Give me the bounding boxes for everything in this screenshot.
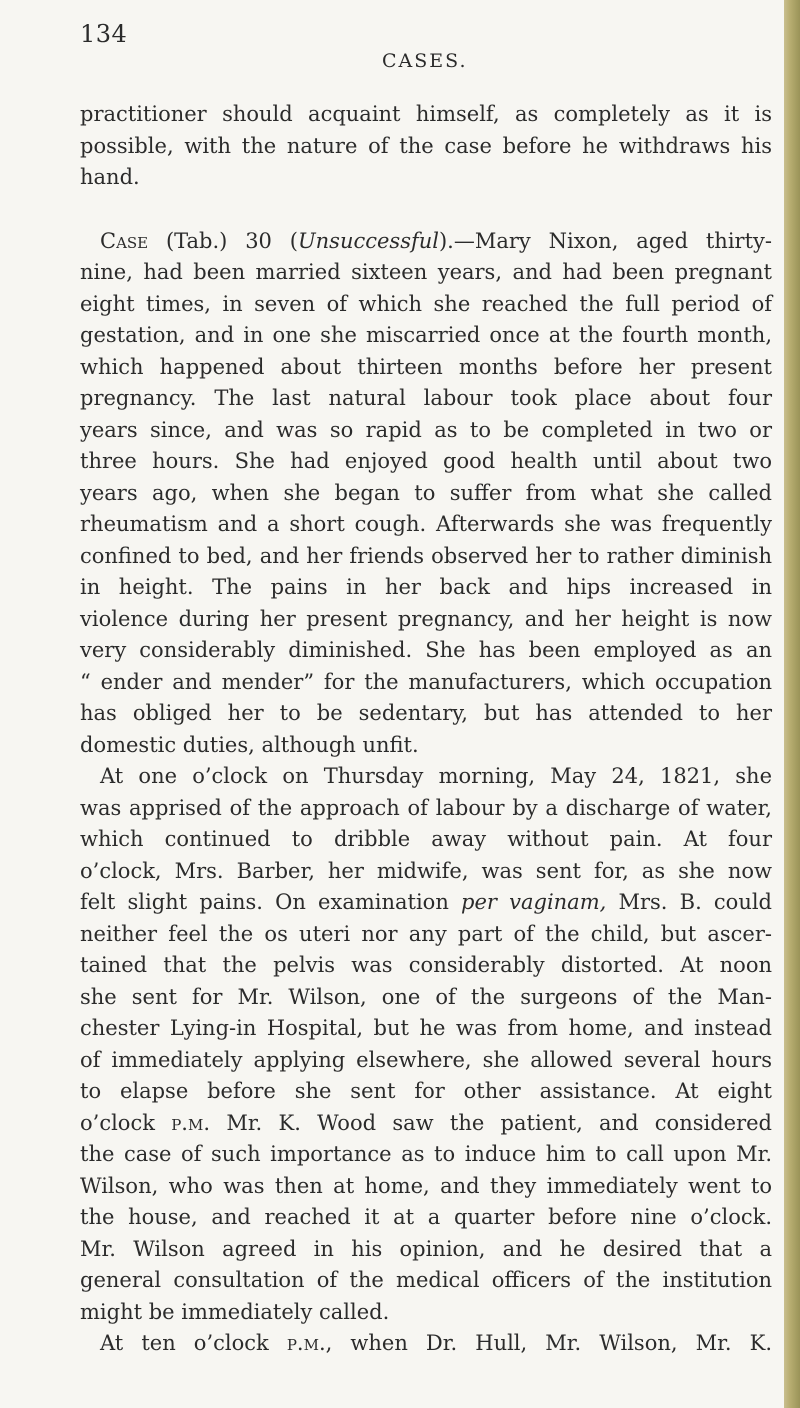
text-line: Mr. Wilson agreed in his opinion, and he desired that a	[80, 1236, 772, 1261]
text-line: which continued to dribble away without pain. At four	[80, 827, 772, 851]
text-span: felt slight pains. On examination	[80, 890, 462, 914]
text-line: possible, with the nature of the case before he withdraws his	[80, 133, 772, 158]
text-line: very considerably diminished. She has been employed as an	[80, 638, 772, 662]
text-line: three hours. She had enjoyed good health until about two	[80, 449, 772, 473]
text-span: Mrs. B. could	[606, 890, 773, 914]
text-line: At one o’clock on Thursday morning, May 24, 1821, she	[100, 764, 772, 788]
body-text	[80, 99, 772, 1360]
paragraph-continuation	[80, 99, 772, 194]
text-span: At ten o’clock	[100, 1331, 287, 1355]
case-label: Case	[100, 228, 149, 253]
text-span: Mr. K. Wood saw the patient, and considered	[210, 1110, 772, 1135]
text-line: was apprised of the approach of labour by a discharge of water,	[80, 795, 772, 820]
text-line: violence during her present pregnancy, and her height is now	[80, 606, 772, 631]
text-line: which happened about thirteen months before her present	[80, 354, 772, 379]
text-span: , when Dr. Hull, Mr. Wilson, Mr. K.	[325, 1331, 772, 1355]
text-line: the case of such importance as to induce him to call upon Mr.	[80, 1142, 772, 1166]
time-abbreviation: p.m.	[171, 1110, 211, 1135]
running-title: CASES.	[382, 50, 468, 72]
latin-phrase: per vaginam,	[461, 890, 607, 914]
text-line: she sent for Mr. Wilson, one of the surgeons of the Man-	[80, 984, 772, 1009]
text-line: practitioner should acquaint himself, as completely as it is	[80, 102, 772, 126]
text-line: domestic duties, although unfit.	[80, 732, 419, 757]
text-line: tained that the pelvis was considerably distorted. At noon	[80, 953, 772, 977]
case-number: (Tab.) 30 (	[148, 228, 298, 253]
text-line: in height. The pains in her back and hips increased in	[80, 575, 772, 599]
case-outcome: Unsuccessful	[297, 228, 439, 253]
page-edge	[784, 0, 800, 1408]
text-line: eight times, in seven of which she reached the full period of	[80, 291, 772, 316]
text-line: of immediately applying elsewhere, she allowed several hours	[80, 1047, 772, 1072]
case-heading-rest: ).—Mary Nixon, aged thirty-	[438, 228, 772, 253]
text-line: rheumatism and a short cough. Afterwards she was frequently	[80, 512, 772, 536]
text-line: years since, and was so rapid as to be completed in two or	[80, 417, 772, 442]
text-line: has obliged her to be sedentary, but has attended to her	[80, 701, 772, 725]
text-line: to elapse before she sent for other assistance. At eight	[80, 1079, 772, 1103]
text-line: Wilson, who was then at home, and they immediately went to	[80, 1173, 772, 1198]
case-paragraph	[80, 226, 772, 762]
text-line: gestation, and in one she miscarried once at the fourth month,	[80, 323, 772, 347]
text-line: pregnancy. The last natural labour took place about four	[80, 386, 772, 410]
case-heading-line	[80, 226, 772, 258]
consultation-paragraph	[80, 1328, 772, 1360]
text-line: confined to bed, and her friends observed her to rather diminish	[80, 543, 772, 568]
time-abbreviation: p.m.	[286, 1331, 326, 1355]
text-line: o’clock, Mrs. Barber, her midwife, was sent for, as she now	[80, 858, 772, 883]
text-line: might be immediately called.	[80, 1299, 390, 1324]
text-line: years ago, when she began to suffer from what she called	[80, 480, 772, 505]
labour-paragraph	[80, 761, 772, 1328]
text-line	[80, 1108, 772, 1140]
text-span: o’clock	[80, 1110, 172, 1135]
text-line: nine, had been married sixteen years, and had been pregnant	[80, 260, 772, 284]
text-line	[80, 887, 772, 919]
text-line: general consultation of the medical officers of the institution	[80, 1268, 772, 1292]
text-line: neither feel the os uteri nor any part of the child, but ascer-	[80, 921, 772, 946]
text-line	[80, 1328, 772, 1360]
text-line: hand.	[80, 165, 140, 189]
text-line: “ ender and mender” for the manufacturers, which occupation	[80, 669, 772, 694]
page-number: 134	[80, 20, 128, 48]
text-line: the house, and reached it at a quarter before nine o’clock.	[80, 1205, 772, 1229]
paragraph-gap	[80, 194, 772, 226]
text-line: chester Lying-in Hospital, but he was from home, and instead	[80, 1016, 772, 1040]
